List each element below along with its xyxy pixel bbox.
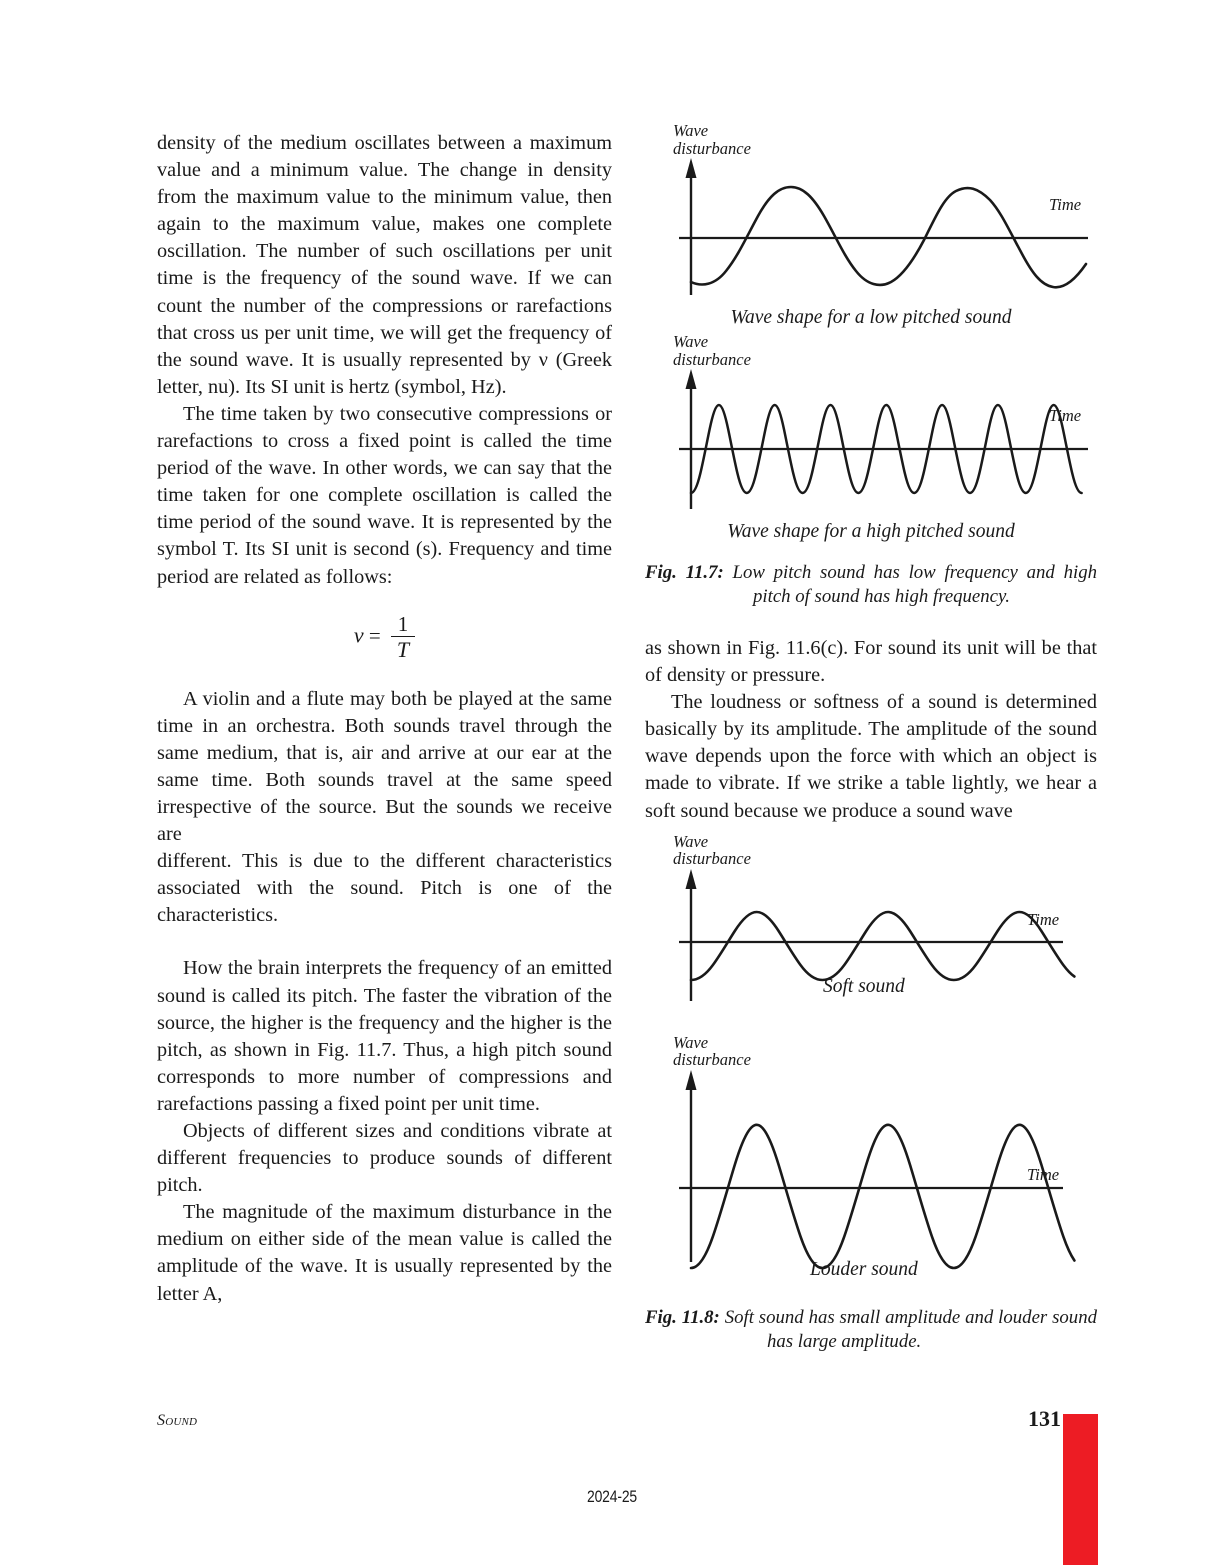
y-axis-label-line2: disturbance bbox=[673, 138, 751, 158]
paragraph-loudness-softness: The loudness or softness of a sound is determined basically by its amplitude. The amplitude of the sound wave depends upon the force with which an object is made to vibrate. If we strike a table lightly, we hear a soft sound because we produce a sound wave bbox=[645, 691, 1097, 822]
footer-page-number: 131 bbox=[1028, 1406, 1061, 1431]
paragraph-violin-flute-centered-tail: different. This is due to the different characteristics associated with the sound. Pitch is one of the characteristics. bbox=[157, 850, 612, 927]
formula-equals: = bbox=[368, 622, 381, 647]
paragraph-time-period: The time taken by two consecutive compressions or rarefactions to cross a fixed point is called the time period of the wave. In other words, we can say that the time taken for one complete oscillation is called the time period of the sound wave. It is represented by the symbol T. Its SI unit is second (s). Frequency and time period are related as follows: bbox=[157, 402, 612, 588]
y-axis-label-wave-disturbance bbox=[673, 833, 751, 868]
figure-11-8-caption-text: Soft sound has small amplitude and louder sound has large amplitude. bbox=[724, 1306, 1097, 1352]
waveform-louder-sound-svg bbox=[645, 1040, 1097, 1272]
right-column bbox=[645, 121, 1097, 1354]
figure-11-8-panel-louder-sound bbox=[645, 1032, 1097, 1292]
figure-subcaption-high-pitch: Wave shape for a high pitched sound bbox=[727, 521, 1015, 542]
frequency-formula bbox=[157, 613, 612, 662]
paragraph-brain-pitch: How the brain interprets the frequency of an emitted sound is called its pitch. The faster the vibration of the source, the higher is the frequency and the higher is the pitch, as shown in Fig. 11.7. Thus, a high pitch sound corresponds to more number of compressions and rarefactions passing a fixed point per unit time. bbox=[157, 957, 612, 1115]
paragraph-objects-sizes: Objects of different sizes and conditions vibrate at different frequencies to produce sounds of different pitch. bbox=[157, 1120, 612, 1197]
figure-11-7-panel-low-pitch bbox=[645, 121, 1097, 328]
paragraph-violin-flute-justified: A violin and a flute may both be played at the same time in an orchestra. Both sounds travel through the same medium, that is, air and arrive at our ear at the same time. Both sounds travel at the same speed irrespective of the source. But the sounds we receive are bbox=[157, 687, 612, 846]
paragraph-amplitude-definition: The magnitude of the maximum disturbance in the medium on either side of the mean value is called the amplitude of the wave. It is usually represented by the letter A, bbox=[157, 1201, 612, 1305]
x-axis-label-time: Time bbox=[1027, 1164, 1060, 1184]
x-axis-label-time: Time bbox=[1049, 406, 1082, 425]
figure-11-7-caption-text: Low pitch sound has low frequency and high pitch of sound has high frequency. bbox=[732, 562, 1097, 607]
y-axis-label-line2: disturbance bbox=[673, 1050, 751, 1070]
paragraph-unit-density-pressure: as shown in Fig. 11.6(c). For sound its unit will be that of density or pressure. bbox=[645, 637, 1097, 687]
y-axis-label-line1: Wave bbox=[673, 831, 709, 851]
figure-inner-label-soft-sound: Soft sound bbox=[823, 975, 905, 997]
paragraph-density-oscillation: density of the medium oscillates between a maximum value and a minimum value. The change in density from the maximum value to the minimum value, then again to the maximum value, makes one complete oscillation. The number of such oscillations per unit time is the frequency of the sound wave. If we can count the number of the compressions or rarefactions that cross us per unit time, we will get the frequency of the sound wave. It is usually represented by ν (Greek letter, nu). Its SI unit is hertz (symbol, Hz). bbox=[157, 132, 612, 398]
y-axis-label-line2: disturbance bbox=[673, 349, 751, 369]
y-axis-label-line1: Wave bbox=[673, 332, 709, 351]
footer-edition-year: 2024-25 bbox=[586, 1487, 638, 1506]
x-axis-label-time: Time bbox=[1027, 909, 1060, 929]
figure-11-7-label: Fig. 11.7: bbox=[645, 562, 724, 583]
figure-inner-label-louder-sound: Louder sound bbox=[810, 1258, 918, 1280]
formula-numerator: 1 bbox=[391, 613, 415, 637]
figure-11-8-label: Fig. 11.8: bbox=[645, 1306, 720, 1328]
x-axis-label-time: Time bbox=[1049, 195, 1082, 214]
formula-denominator: T bbox=[396, 636, 410, 662]
y-axis-label-line1: Wave bbox=[673, 1032, 709, 1052]
y-axis-label-wave-disturbance bbox=[673, 122, 751, 157]
formula-fraction bbox=[391, 613, 415, 662]
y-axis-label-line2: disturbance bbox=[673, 849, 751, 869]
figure-11-8-caption bbox=[645, 1306, 1097, 1354]
figure-subcaption-low-pitch: Wave shape for a low pitched sound bbox=[730, 307, 1012, 328]
figure-11-8-panel-soft-sound bbox=[645, 831, 1097, 1034]
paragraph-violin-flute bbox=[157, 686, 612, 849]
page-edge-tab bbox=[1063, 1414, 1098, 1565]
figure-11-7-panel-high-pitch bbox=[645, 332, 1097, 542]
figure-11-7-caption bbox=[645, 561, 1097, 609]
formula-lhs-nu: ν bbox=[353, 621, 364, 647]
y-axis-label-wave-disturbance bbox=[673, 333, 751, 368]
footer-chapter-name: Sound bbox=[157, 1412, 198, 1429]
y-axis-label-line1: Wave bbox=[673, 121, 709, 140]
y-axis-label-wave-disturbance bbox=[673, 1034, 751, 1069]
left-column bbox=[157, 130, 612, 1308]
